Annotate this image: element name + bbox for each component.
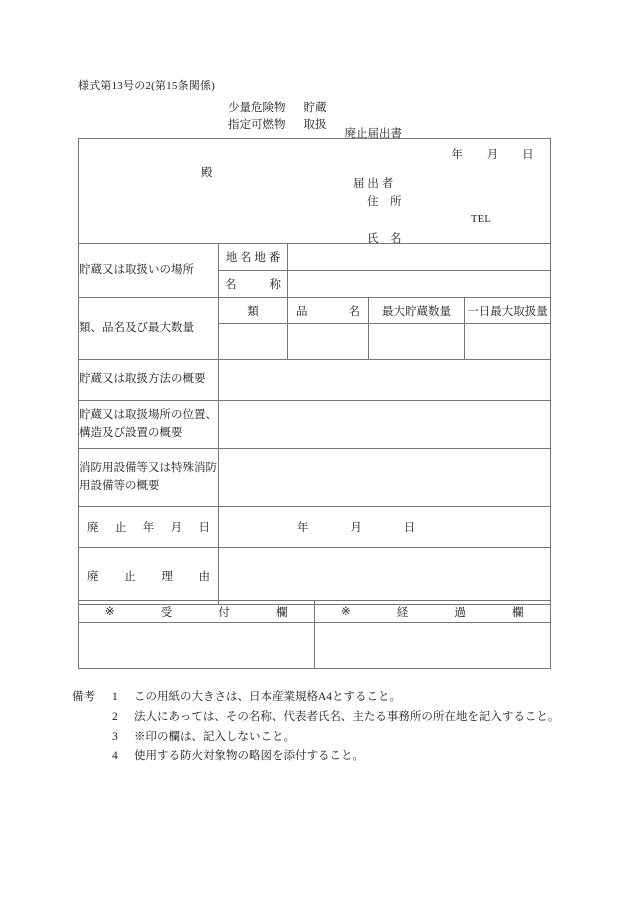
abolition-reason-label-c1: 止 [124,571,136,583]
remarks-item-text: 法人にあっては、その名称、代表者氏名、主たる事務所の所在地を記入すること。 [134,710,560,723]
quantity-value-maxdaily[interactable] [465,324,551,360]
addressee-honorific: 殿 [201,167,213,179]
storage-structure-value[interactable] [219,401,551,449]
title-action-stack [304,100,327,133]
receipt-box-value[interactable] [79,623,315,669]
submission-date-year: 年 [451,149,464,161]
abolition-reason-label-c2: 理 [161,571,173,583]
remarks-item-number: 1 [112,691,118,703]
quantity-col-item-header [288,298,369,324]
submitter-block [353,176,491,249]
abolition-date-label-c4: 日 [198,522,210,534]
location-name-label-right: 称 [269,279,281,291]
abolition-reason-row [79,548,551,605]
storage-structure-label: 貯蔵又は取扱場所の位置、構造及び設置の概要 [79,401,219,449]
quantity-value-maxstorage[interactable] [369,324,465,360]
submission-date-day: 日 [522,149,535,161]
quantity-header-row [79,298,551,324]
remarks-item-number: 2 [112,710,118,723]
abolition-date-month: 月 [350,522,363,534]
form-number: 様式第13号の2(第15条関係) [78,80,216,92]
main-form-table [78,138,551,605]
remarks-label: 備考 [72,691,95,703]
receipt-box-header-c0: ※ [105,605,116,618]
quantity-col-item-header-right: 名 [348,305,360,318]
abolition-reason-label-c3: 由 [198,571,210,583]
header-block-row [79,139,551,244]
storage-method-value[interactable] [219,360,551,401]
quantity-col-maxstorage-header: 最大貯蔵数量 [369,298,465,324]
title-main: 廃止届出書 [344,128,402,141]
progress-box-header-c1: 経 [396,606,409,619]
progress-box-value[interactable] [315,623,551,669]
abolition-date-row [79,507,551,548]
progress-box-header-c3: 欄 [511,606,524,619]
storage-method-row [79,360,551,401]
abolition-reason-value[interactable] [219,548,551,605]
location-name-label [219,271,288,298]
abolition-date-label-c1: 止 [114,522,127,534]
fire-equipment-value[interactable] [219,449,551,507]
abolition-date-year: 年 [297,522,309,534]
title-category-line1: 少量危険物 [228,102,286,114]
submission-date-field[interactable] [431,146,534,162]
remarks-item-number: 4 [112,750,118,763]
remarks-section [72,688,559,767]
receipt-box-header-c2: 付 [218,606,231,619]
location-chiban-label-text: 地 名 地 番 [225,252,281,264]
abolition-date-label [79,507,219,548]
quantity-col-class-header: 類 [219,298,288,324]
title-action-line2: 取扱 [303,118,327,131]
abolition-date-label-c2: 年 [142,522,155,534]
title-category-stack [228,100,286,133]
progress-box-header-c2: 過 [454,606,467,619]
location-name-label-left: 名 [225,279,237,291]
receipt-box-header-c1: 受 [160,606,173,619]
progress-box-header [315,601,551,623]
quantity-label: 類、品名及び最大数量 [79,298,219,360]
submitter-name-label: 氏 名 [367,232,402,245]
remarks-item [72,728,559,748]
title-action-line1: 貯蔵 [303,102,327,114]
document-title [228,100,402,141]
remarks-item-text: ※印の欄は、記入しないこと。 [134,730,295,743]
location-chiban-label [219,244,288,271]
quantity-value-class[interactable] [219,324,288,360]
quantity-col-item-header-left: 品 [296,305,308,318]
submitter-address-label: 住 所 [367,195,402,208]
receipt-box-header [79,601,315,623]
abolition-date-label-c0: 廃 [87,522,99,534]
storage-structure-row [79,401,551,449]
quantity-value-item[interactable] [288,324,369,360]
official-use-header-row [79,601,551,623]
header-block-cell [79,139,551,244]
receipt-box-header-c3: 欄 [275,606,288,619]
fire-equipment-label: 消防用設備等又は特殊消防用設備等の概要 [79,449,219,507]
location-label: 貯蔵又は取扱いの場所 [79,244,219,298]
submitter-label: 届 出 者 [353,178,394,190]
remarks-item [72,747,559,767]
abolition-date-label-c3: 月 [170,522,183,534]
remarks-item [72,708,559,728]
progress-box-header-c0: ※ [341,605,352,618]
fire-equipment-row [79,449,551,507]
abolition-date-value[interactable] [219,507,551,548]
abolition-date-day: 日 [403,522,416,534]
submission-date-month: 月 [486,149,499,161]
remarks-item [72,688,559,708]
abolition-reason-label [79,548,219,605]
location-name-value[interactable] [288,271,551,298]
remarks-item-text: 使用する防火対象物の略図を添付すること。 [134,750,364,763]
quantity-col-maxdaily-header: 一日最大取扱量 [465,298,551,324]
remarks-item-number: 3 [112,730,118,743]
abolition-reason-label-c0: 廃 [87,571,99,583]
remarks-item-text: この用紙の大きさは、日本産業規格A4とすること。 [134,691,402,703]
title-category-line2: 指定可燃物 [228,118,286,131]
submitter-tel-label: TEL [471,213,492,225]
official-use-body-row [79,623,551,669]
official-use-table [78,600,551,669]
storage-method-label: 貯蔵又は取扱方法の概要 [79,360,219,401]
